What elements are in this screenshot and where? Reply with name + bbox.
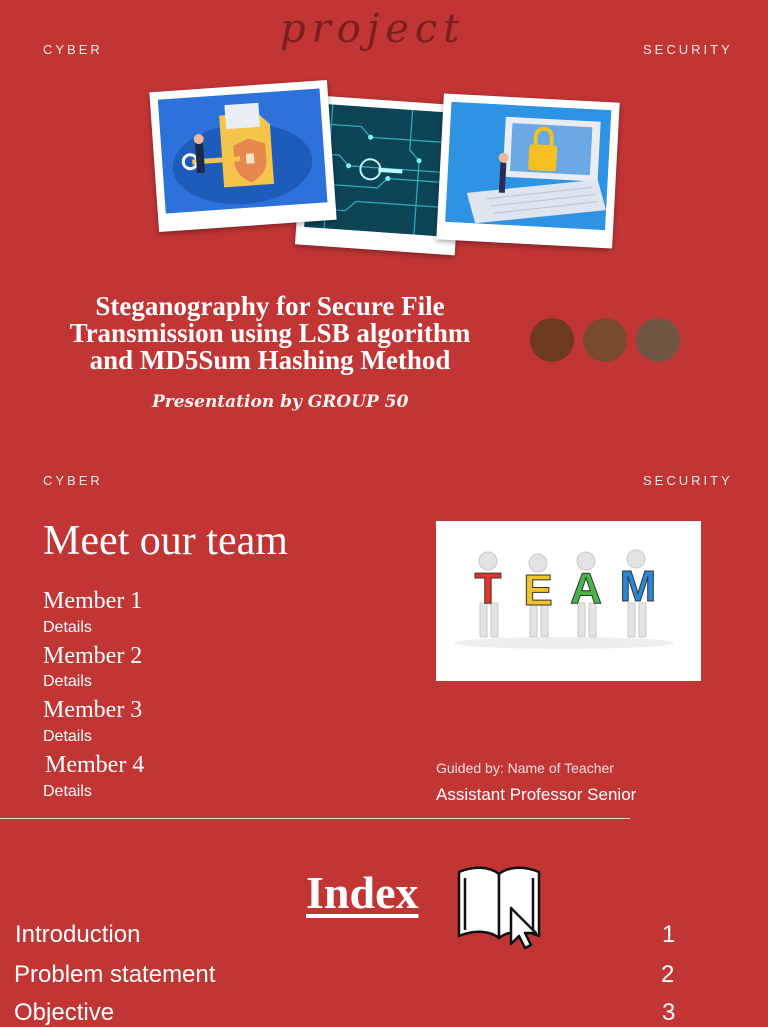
team-letter-e: E <box>523 566 553 615</box>
index-item-problem-statement: Problem statement <box>14 961 216 988</box>
security-label: SECURITY <box>643 42 733 57</box>
member-3-name: Member 3 <box>43 697 143 723</box>
title-line-1: Steganography for Secure File <box>95 291 445 321</box>
decor-dot-3 <box>636 318 680 362</box>
section-divider <box>0 818 630 819</box>
guide-role: Assistant Professor Senior <box>436 785 637 804</box>
security-label-2: SECURITY <box>643 473 733 488</box>
member-3-details: Details <box>43 728 92 745</box>
index-page-1: 1 <box>662 921 676 948</box>
team-letter-a: A <box>570 564 602 613</box>
folder-shield-illustration <box>158 89 328 214</box>
decor-dot-1 <box>530 318 574 362</box>
member-1-name: Member 1 <box>43 588 143 614</box>
cyber-label-2: CYBER <box>43 473 103 488</box>
title-line-2: Transmission using LSB algorithm <box>69 318 471 348</box>
laptop-lock-illustration <box>445 102 611 230</box>
team-image <box>436 521 701 681</box>
index-item-introduction: Introduction <box>15 921 141 948</box>
member-1-details: Details <box>43 619 92 636</box>
index-item-objective: Objective <box>14 999 115 1026</box>
member-4-details: Details <box>43 783 92 800</box>
presentation-byline: Presentation by GROUP 50 <box>152 392 409 412</box>
index-page-3: 3 <box>662 999 676 1026</box>
member-4-name: Member 4 <box>45 752 145 778</box>
cyber-label: CYBER <box>43 42 103 57</box>
title-line-3: and MD5Sum Hashing Method <box>89 345 451 375</box>
member-2-details: Details <box>43 673 92 690</box>
team-heading: Meet our team <box>43 518 288 564</box>
index-page-2: 2 <box>661 961 675 988</box>
index-title: Index <box>306 867 419 918</box>
script-title: project <box>280 6 466 52</box>
open-book-cursor-icon <box>455 860 547 955</box>
team-letter-t: T <box>474 564 502 613</box>
member-2-name: Member 2 <box>43 643 143 669</box>
team-figures-illustration <box>436 521 701 681</box>
team-letter-m: M <box>619 562 657 611</box>
presentation-title <box>20 293 520 374</box>
guide-label: Guided by: Name of Teacher <box>436 760 614 776</box>
photo-laptop-lock <box>436 93 619 248</box>
decor-dot-2 <box>583 318 627 362</box>
photo-folder-security <box>149 80 336 232</box>
